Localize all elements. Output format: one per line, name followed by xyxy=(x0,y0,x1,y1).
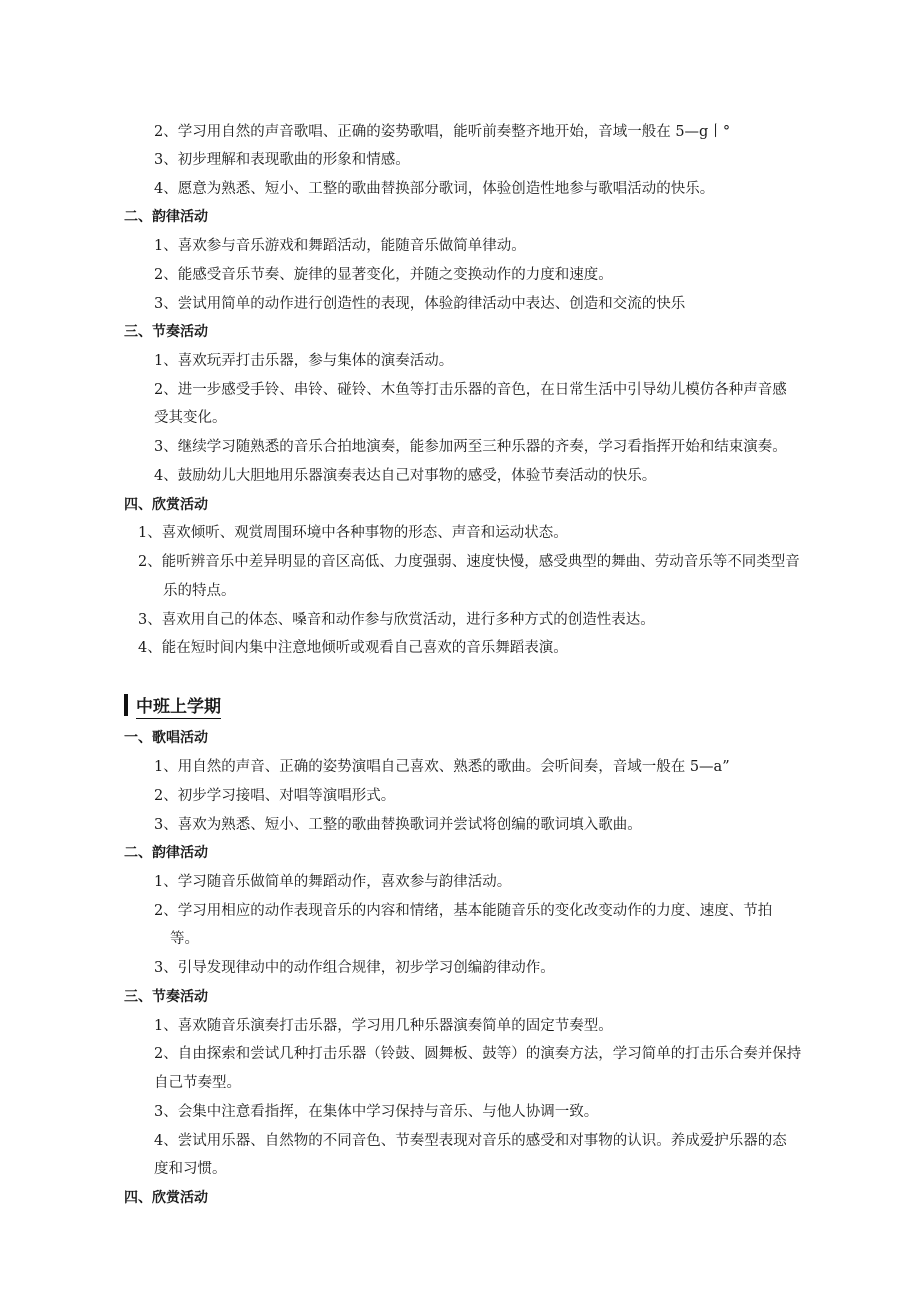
appreciation-goal-1: 1、喜欢倾听、观赏周围环境中各种事物的形态、声音和运动状态。 xyxy=(138,525,568,541)
heading-beat-activity: 三、节奏活动 xyxy=(124,324,208,340)
rhythm-goal-1: 1、学习随音乐做简单的舞蹈动作，喜欢参与韵律活动。 xyxy=(154,874,512,890)
section-title xyxy=(124,694,221,719)
beat-goal-1: 1、喜欢玩弄打击乐器，参与集体的演奏活动。 xyxy=(154,353,454,369)
appreciation-goal-2-line-1: 2、能听辨音乐中差异明显的音区高低、力度强弱、速度快慢，感受典型的舞曲、劳动音乐等不同类型音 xyxy=(138,554,800,570)
beat-goal-1: 1、喜欢随音乐演奏打击乐器，学习用几种乐器演奏简单的固定节奏型。 xyxy=(154,1018,613,1034)
singing-goal-2: 2、初步学习接唱、对唱等演唱形式。 xyxy=(154,788,396,804)
heading-appreciation-activity: 四、欣赏活动 xyxy=(124,497,208,513)
heading-appreciation-activity: 四、欣赏活动 xyxy=(124,1190,208,1206)
heading-beat-activity: 三、节奏活动 xyxy=(124,989,208,1005)
appreciation-goal-2-line-2: 乐的特点。 xyxy=(163,583,236,599)
beat-goal-4-line-1: 4、尝试用乐器、自然物的不同音色、节奏型表现对音乐的感受和对事物的认识。养成爱护乐器的态 xyxy=(154,1133,787,1149)
beat-goal-2-line-2: 受其变化。 xyxy=(154,410,227,426)
rhythm-goal-2-line-2: 等。 xyxy=(170,931,199,947)
singing-goal-3: 3、喜欢为熟悉、短小、工整的歌曲替换歌词并尝试将创编的歌词填入歌曲。 xyxy=(154,817,642,833)
section-title-text: 中班上学期 xyxy=(136,697,221,717)
singing-goal-3: 3、初步理解和表现歌曲的形象和情感。 xyxy=(154,152,410,168)
beat-goal-4: 4、鼓励幼儿大胆地用乐器演奏表达自己对事物的感受，体验节奏活动的快乐。 xyxy=(154,468,657,484)
rhythm-goal-1: 1、喜欢参与音乐游戏和舞蹈活动，能随音乐做简单律动。 xyxy=(154,238,526,254)
section-marker-bar xyxy=(124,694,128,716)
heading-singing-activity: 一、歌唱活动 xyxy=(124,730,208,746)
appreciation-goal-4: 4、能在短时间内集中注意地倾听或观看自己喜欢的音乐舞蹈表演。 xyxy=(138,640,568,656)
rhythm-goal-2-line-1: 2、学习用相应的动作表现音乐的内容和情绪，基本能随音乐的变化改变动作的力度、速度、节拍 xyxy=(154,903,773,919)
rhythm-goal-3: 3、尝试用简单的动作进行创造性的表现，体验韵律活动中表达、创造和交流的快乐 xyxy=(154,296,686,312)
singing-goal-4: 4、愿意为熟悉、短小、工整的歌曲替换部分歌词，体验创造性地参与歌唱活动的快乐。 xyxy=(154,181,715,197)
beat-goal-2-line-1: 2、进一步感受手铃、串铃、碰铃、木鱼等打击乐器的音色，在日常生活中引导幼儿模仿各种声音感 xyxy=(154,382,787,398)
singing-goal-1: 1、用自然的声音、正确的姿势演唱自己喜欢、熟悉的歌曲。会听间奏，音域一般在 5—a” xyxy=(154,759,730,775)
heading-rhythm-activity: 二、韵律活动 xyxy=(124,845,208,861)
beat-goal-2-line-1: 2、自由探索和尝试几种打击乐器（铃鼓、圆舞板、鼓等）的演奏方法，学习简单的打击乐合奏并保持 xyxy=(154,1046,802,1062)
singing-goal-2: 2、学习用自然的声音歌唱、正确的姿势歌唱，能听前奏整齐地开始，音域一般在 5—g丨° xyxy=(154,124,731,140)
rhythm-goal-2: 2、能感受音乐节奏、旋律的显著变化，并随之变换动作的力度和速度。 xyxy=(154,267,613,283)
beat-goal-3: 3、继续学习随熟悉的音乐合拍地演奏，能参加两至三种乐器的齐奏，学习看指挥开始和结束演奏。 xyxy=(154,439,787,455)
beat-goal-4-line-2: 度和习惯。 xyxy=(154,1161,227,1177)
beat-goal-3: 3、会集中注意看指挥，在集体中学习保持与音乐、与他人协调一致。 xyxy=(154,1104,599,1120)
rhythm-goal-3: 3、引导发现律动中的动作组合规律，初步学习创编韵律动作。 xyxy=(154,960,555,976)
heading-rhythm-activity: 二、韵律活动 xyxy=(124,209,208,225)
appreciation-goal-3: 3、喜欢用自己的体态、嗓音和动作参与欣赏活动，进行多种方式的创造性表达。 xyxy=(138,612,655,628)
beat-goal-2-line-2: 自己节奏型。 xyxy=(154,1075,241,1091)
